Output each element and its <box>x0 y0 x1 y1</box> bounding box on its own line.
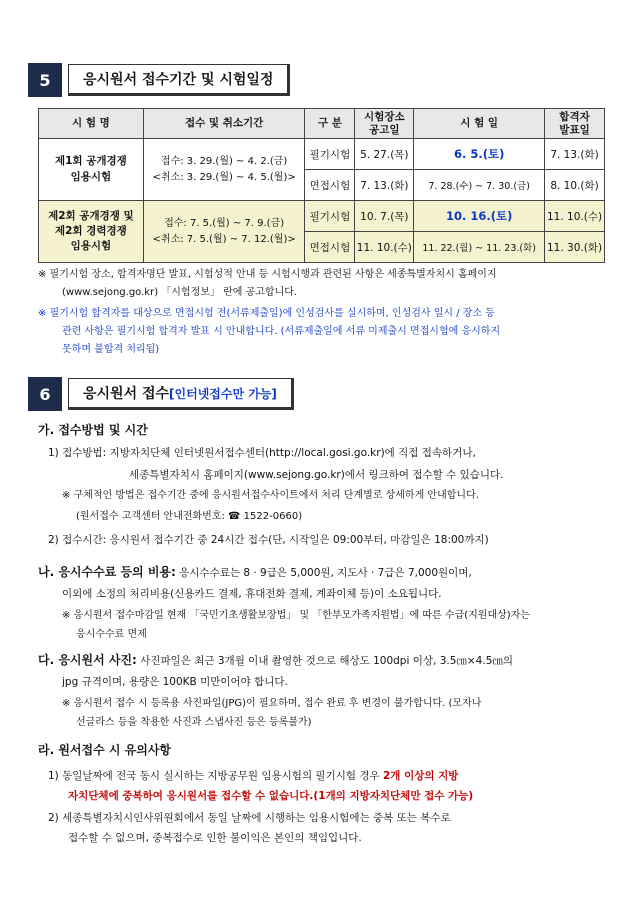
exam2-interview-date: 11. 22.(월) ~ 11. 23.(화) <box>414 232 545 263</box>
section-title <box>68 378 294 410</box>
ga-method-line2: 세종특별자치시 홈페이지(www.sejong.go.kr)에서 링크하여 접수할 수 있습니다. <box>129 469 504 481</box>
header-type: 구 분 <box>305 109 355 139</box>
exam1-written-notice: 5. 27.(목) <box>355 139 414 170</box>
heading-ga: 가. 접수방법 및 시간 <box>38 423 148 437</box>
na-line2: 이외에 소정의 처리비용(신용카드 결제, 휴대전화 결제, 계좌이체 등)이 소요됩니다. <box>62 588 442 600</box>
na-line1 <box>38 563 472 582</box>
ga-method-line1: 1) 접수방법: 지방자치단체 인터넷원서접수센터(http://local.gosi.go.kr)에 직접 접속하거나, <box>48 447 476 459</box>
exam-schedule-table <box>38 108 605 263</box>
section-title-main: 응시원서 접수 <box>83 386 170 402</box>
note2-line2: 관련 사항은 필기시험 합격자 발표 시 안내합니다. (서류제출일에 서류 미제출시 면접시험에 응시하지 <box>62 326 501 337</box>
note1-line2: (www.sejong.go.kr) 「시험정보」 란에 공고합니다. <box>62 287 298 298</box>
exam2-interview-result: 11. 30.(화) <box>545 232 605 263</box>
ra-item1-line1 <box>48 767 458 785</box>
da-note-line1: ※ 응시원서 접수 시 등록용 사진파일(JPG)이 필요하며, 접수 완료 후 변경이 불가합니다. (모자나 <box>62 698 482 709</box>
ra-item2-line2: 접수할 수 없으며, 중복접수로 인한 불이익은 본인의 책임입니다. <box>68 832 362 844</box>
exam1-written-result: 7. 13.(화) <box>545 139 605 170</box>
section-6-header <box>28 377 328 411</box>
note2-line3: 못하며 불합격 처리됨) <box>62 344 160 355</box>
exam1-interview-notice: 7. 13.(화) <box>355 170 414 201</box>
ra-item1-text: 1) 동일날짜에 전국 동시 실시하는 지방공무원 임용시험의 필기시험 경우 <box>48 770 383 782</box>
da-line1 <box>38 651 513 670</box>
exam2-name: 제2회 공개경쟁 및 제2회 경력경쟁 임용시험 <box>39 201 144 263</box>
exam2-written-date: 10. 16.(토) <box>414 201 545 232</box>
header-result-date: 합격자 발표일 <box>545 109 605 139</box>
exam1-period: 접수: 3. 29.(월) ~ 4. 2.(금) <취소: 3. 29.(월) ~ 4. 5.(월)> <box>143 139 305 201</box>
section-title-sub: [인터넷접수만 가능] <box>169 386 277 401</box>
exam2-period: 접수: 7. 5.(월) ~ 7. 9.(금) <취소: 7. 5.(월) ~ 7. 12.(월)> <box>143 201 305 263</box>
da-note-line2: 선글라스 등을 착용한 사진과 스냅사진 등은 등록불가) <box>76 717 312 728</box>
exam2-written-notice: 10. 7.(목) <box>355 201 414 232</box>
exam1-written-date: 6. 5.(토) <box>414 139 545 170</box>
exam1-written-type: 필기시험 <box>305 139 355 170</box>
heading-ra: 라. 원서접수 시 유의사항 <box>38 743 172 757</box>
exam1-interview-date: 7. 28.(수) ~ 7. 30.(금) <box>414 170 545 201</box>
exam1-interview-result: 8. 10.(화) <box>545 170 605 201</box>
heading-da: 다. 응시원서 사진: <box>38 653 137 667</box>
header-exam-date: 시 험 일 <box>414 109 545 139</box>
header-notice-date: 시험장소 공고일 <box>355 109 414 139</box>
note2-line1: ※ 필기시험 합격자를 대상으로 면접시험 전(서류제출일)에 인성검사를 실시하며, 인성검사 일시 / 장소 등 <box>38 308 495 319</box>
da-line2: jpg 규격이며, 용량은 100KB 미만이어야 합니다. <box>62 676 288 688</box>
ga-contact: (원서접수 고객센터 안내전화번호: ☎ 1522-0660) <box>76 511 303 522</box>
ra-item1-emphasis-2: 자치단체에 중복하여 응시원서를 접수할 수 없습니다. <box>68 790 314 802</box>
exam1-interview-type: 면접시험 <box>305 170 355 201</box>
da-line1-text: 사진파일은 최근 3개월 이내 촬영한 것으로 해상도 100dpi 이상, 3.5㎝×4.5㎝의 <box>136 655 514 667</box>
exam2-written-result: 11. 10.(수) <box>545 201 605 232</box>
na-note-line2: 응시수수료 면제 <box>76 629 147 640</box>
na-note-line1: ※ 응시원서 접수마감일 현재 「국민기초생활보장법」 및 「한부모가족지원법」에 따른 수급(지원대상)자는 <box>62 610 531 621</box>
section-number: 5 <box>28 63 62 97</box>
ra-item1-line2 <box>68 787 473 805</box>
na-line1-text: 응시수수료는 8 · 9급은 5,000원, 지도사 · 7급은 7,000원이며, <box>175 567 472 579</box>
header-exam-name: 시 험 명 <box>39 109 144 139</box>
ra-item1-paren: (1개의 지방자치단체만 접수 가능) <box>313 790 474 802</box>
exam2-written-type: 필기시험 <box>305 201 355 232</box>
header-period: 접수 및 취소기간 <box>143 109 305 139</box>
ga-method-note: ※ 구체적인 방법은 접수기간 중에 응시원서접수사이트에서 처리 단계별로 상세하게 안내합니다. <box>62 490 479 501</box>
section-title: 응시원서 접수기간 및 시험일정 <box>68 64 290 96</box>
ra-item1-emphasis: 2개 이상의 지방 <box>382 770 459 782</box>
ra-item2-line1: 2) 세종특별자치시인사위원회에서 동일 날짜에 시행하는 임용시험에는 중복 또는 복수로 <box>48 812 451 824</box>
ga-time: 2) 접수시간: 응시원서 접수기간 중 24시간 접수(단, 시작일은 09:00부터, 마감일은 18:00까지) <box>48 534 489 546</box>
heading-na: 나. 응시수수료 등의 비용: <box>38 565 176 579</box>
exam1-name: 제1회 공개경쟁 임용시험 <box>39 139 144 201</box>
section-5-header <box>28 63 328 97</box>
note1-line1: ※ 필기시험 장소, 합격자명단 발표, 시험성적 안내 등 시험시행과 관련된 사항은 세종특별자치시 홈페이지 <box>38 269 497 280</box>
exam2-interview-notice: 11. 10.(수) <box>355 232 414 263</box>
exam2-interview-type: 면접시험 <box>305 232 355 263</box>
section-number: 6 <box>28 377 62 411</box>
